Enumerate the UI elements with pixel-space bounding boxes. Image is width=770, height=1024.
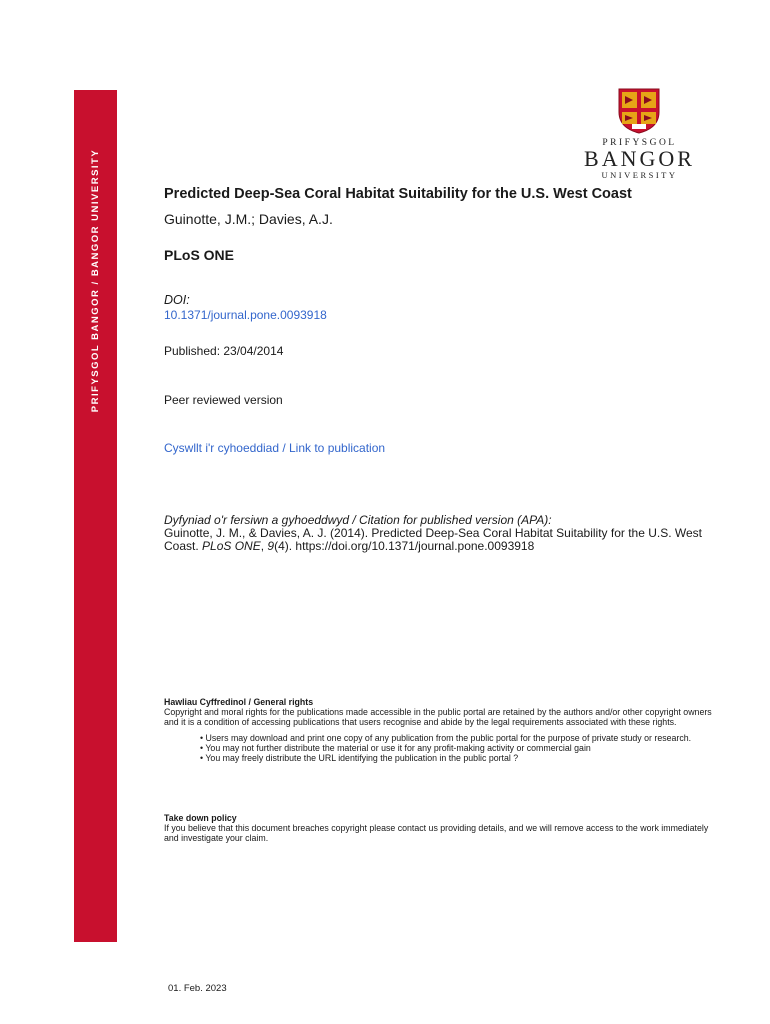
paper-authors: Guinotte, J.M.; Davies, A.J. (164, 211, 333, 227)
citation-label: Dyfyniad o'r fersiwn a gyhoeddwyd / Citation for published version (APA): (164, 513, 552, 527)
citation-journal: PLoS ONE (202, 539, 261, 553)
citation-volume: 9 (267, 539, 275, 553)
rights-item-text: • Users may download and print one copy of any publication from the public portal for the purpose of private study or research. (200, 733, 692, 743)
takedown-heading: Take down policy (164, 813, 237, 823)
sidebar-text: PRIFYSGOL BANGOR / BANGOR UNIVERSITY (90, 148, 101, 412)
bangor-university-logo (577, 86, 702, 182)
publication-link[interactable]: Cyswllt i'r cyhoeddiad / Link to publication (164, 441, 386, 455)
citation-sep: , (260, 539, 268, 553)
rights-item-text: • You may freely distribute the URL identifying the publication in the public portal ? (200, 753, 519, 763)
crest-shield-icon (618, 88, 660, 134)
takedown-policy-section (164, 813, 724, 843)
paper-journal: PLoS ONE (164, 247, 235, 263)
rights-list (164, 733, 724, 763)
doi-label: DOI: (164, 293, 190, 307)
rights-item-text: • You may not further distribute the material or use it for any profit-making activity or commercial gain (200, 743, 591, 753)
download-date: 01. Feb. 2023 (168, 983, 227, 994)
rights-heading: Hawliau Cyffredinol / General rights (164, 697, 314, 707)
logo-prifysgol: PRIFYSGOL (602, 138, 677, 148)
published-date: Published: 23/04/2014 (164, 344, 284, 358)
rights-list-item (164, 753, 724, 763)
citation-text-before: Guinotte, J. M., & Davies, A. J. (2014). Predicted Deep-Sea Coral Habitat Suitability for the U.S. West Coast. (164, 526, 703, 553)
takedown-body: If you believe that this document breaches copyright please contact us providing details, and we will remove access to the work immediately and investigate your claim. (164, 823, 709, 843)
citation-text-after: (4). https://doi.org/10.1371/journal.pone.0093918 (274, 539, 535, 553)
rights-list-item (164, 733, 724, 743)
paper-title: Predicted Deep-Sea Coral Habitat Suitability for the U.S. West Coast (164, 186, 632, 202)
sidebar-banner (74, 90, 117, 942)
citation-block (164, 514, 724, 553)
rights-body: Copyright and moral rights for the publications made accessible in the public portal are retained by the authors and/or other copyright owners and it is a condition of accessing publications that users recognise and abide by the legal requirements associated with these rights. (164, 707, 712, 727)
doi-link[interactable]: 10.1371/journal.pone.0093918 (164, 308, 327, 322)
logo-university: UNIVERSITY (601, 170, 678, 180)
version-label: Peer reviewed version (164, 393, 283, 407)
general-rights-section (164, 697, 724, 763)
rights-list-item (164, 743, 724, 753)
sidebar-text-wrap (74, 90, 117, 470)
logo-bangor: BANGOR (584, 146, 695, 171)
